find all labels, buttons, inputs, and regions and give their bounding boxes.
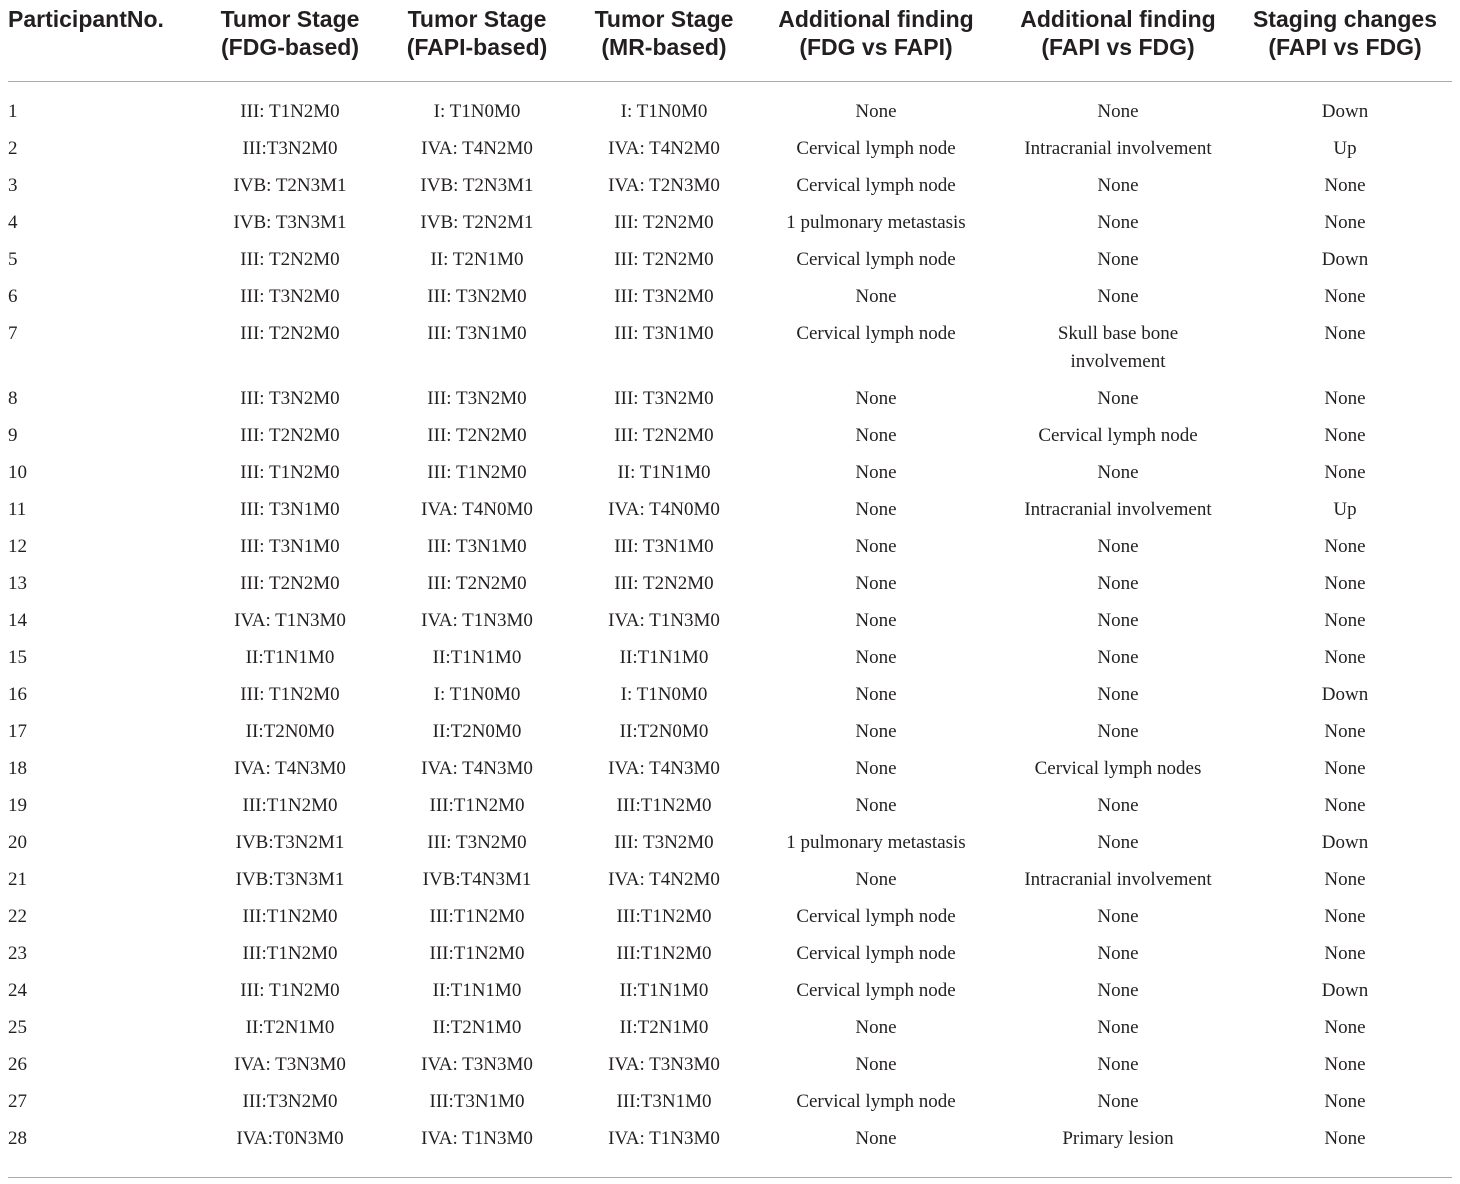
staging-change-cell: None (1324, 795, 1366, 816)
finding-fapi-vs-fdg-cell: None (1097, 610, 1139, 631)
fdg-stage-cell: III: T3N1M0 (240, 536, 340, 557)
staging-change-cell: None (1324, 610, 1366, 631)
finding-fdg-vs-fapi-cell: None (855, 388, 897, 409)
fdg-stage-cell: III: T2N2M0 (240, 425, 340, 446)
finding-fdg-vs-fapi-cell: Cervical lymph node (796, 249, 956, 270)
staging-change-cell: None (1324, 721, 1366, 742)
fdg-stage-cell: IVA:T0N3M0 (236, 1128, 344, 1149)
mr-stage-cell: III:T1N2M0 (616, 795, 712, 816)
staging-change-cell: None (1324, 1128, 1366, 1149)
staging-change-cell: Down (1321, 832, 1369, 853)
participant-number-cell: 25 (8, 1017, 27, 1038)
mr-stage-cell: III: T2N2M0 (614, 425, 714, 446)
table-row (8, 246, 1452, 283)
finding-fapi-vs-fdg-cell: None (1097, 980, 1139, 1001)
finding-fdg-vs-fapi-cell: None (855, 721, 897, 742)
finding-fdg-vs-fapi-cell: None (855, 647, 897, 668)
finding-fapi-vs-fdg-cell: None (1097, 1054, 1139, 1075)
fapi-stage-cell: III:T3N1M0 (429, 1091, 525, 1112)
mr-stage-cell: III: T3N1M0 (614, 536, 714, 557)
table-row (8, 792, 1452, 829)
staging-change-cell: None (1324, 286, 1366, 307)
finding-fapi-vs-fdg-cell: None (1097, 795, 1139, 816)
header-line-1: Tumor Stage (220, 6, 360, 32)
participant-number-cell: 8 (8, 388, 18, 409)
staging-change-cell: Down (1321, 101, 1369, 122)
header-additional-finding-fapi-vs-fdg (998, 0, 1238, 82)
table-row (8, 1125, 1452, 1178)
table-row (8, 644, 1452, 681)
finding-fdg-vs-fapi-cell: None (855, 286, 897, 307)
staging-change-cell: None (1324, 212, 1366, 233)
table-row (8, 866, 1452, 903)
participant-number-cell: 3 (8, 175, 18, 196)
participant-number-cell: 17 (8, 721, 27, 742)
participant-number-cell: 5 (8, 249, 18, 270)
table-row (8, 829, 1452, 866)
header-line-2: (FDG vs FAPI) (799, 34, 953, 60)
finding-fdg-vs-fapi-cell: None (855, 425, 897, 446)
fapi-stage-cell: II:T2N1M0 (432, 1017, 522, 1038)
mr-stage-cell: III: T2N2M0 (614, 249, 714, 270)
fapi-stage-cell: IVB:T4N3M1 (422, 869, 532, 890)
header-tumor-stage-fdg (200, 0, 380, 82)
finding-fdg-vs-fapi-cell: Cervical lymph node (796, 138, 956, 159)
mr-stage-cell: III: T2N2M0 (614, 573, 714, 594)
fapi-stage-cell: III: T3N2M0 (427, 388, 527, 409)
finding-fapi-vs-fdg-cell: Primary lesion (1062, 1128, 1174, 1149)
fapi-stage-cell: III:T1N2M0 (429, 906, 525, 927)
finding-fapi-vs-fdg-cell: None (1097, 101, 1139, 122)
finding-fdg-vs-fapi-cell: None (855, 1054, 897, 1075)
participant-number-cell: 20 (8, 832, 27, 853)
participant-number-cell: 19 (8, 795, 27, 816)
finding-fdg-vs-fapi-cell: None (855, 684, 897, 705)
staging-change-cell: None (1324, 388, 1366, 409)
finding-fdg-vs-fapi-cell: None (855, 758, 897, 779)
participant-number-cell: 22 (8, 906, 27, 927)
fdg-stage-cell: IVA: T3N3M0 (234, 1054, 346, 1075)
staging-change-cell: None (1324, 323, 1366, 344)
participant-number-cell: 2 (8, 138, 18, 159)
finding-fapi-vs-fdg-cell: Intracranial involvement (1024, 869, 1212, 890)
finding-fdg-vs-fapi-cell: None (855, 1128, 897, 1149)
fdg-stage-cell: III: T1N2M0 (240, 101, 340, 122)
mr-stage-cell: IVA: T4N0M0 (608, 499, 720, 520)
header-row (8, 0, 1452, 82)
mr-stage-cell: III:T1N2M0 (616, 943, 712, 964)
table-row (8, 607, 1452, 644)
table-row (8, 570, 1452, 607)
mr-stage-cell: IVA: T4N2M0 (608, 869, 720, 890)
finding-fapi-vs-fdg-cell: None (1097, 388, 1139, 409)
fdg-stage-cell: IVB: T2N3M1 (233, 175, 347, 196)
fapi-stage-cell: II:T1N1M0 (432, 647, 522, 668)
participant-number-cell: 28 (8, 1128, 27, 1149)
finding-fdg-vs-fapi-cell: 1 pulmonary metastasis (786, 212, 966, 233)
table-row (8, 135, 1452, 172)
staging-change-cell: None (1324, 425, 1366, 446)
participant-number-cell: 13 (8, 573, 27, 594)
finding-fdg-vs-fapi-cell: None (855, 573, 897, 594)
table-row (8, 82, 1452, 136)
staging-table-container (8, 0, 1452, 1178)
staging-change-cell: None (1324, 536, 1366, 557)
fdg-stage-cell: II:T2N0M0 (245, 721, 335, 742)
participant-number-cell: 9 (8, 425, 18, 446)
fdg-stage-cell: III: T1N2M0 (240, 684, 340, 705)
mr-stage-cell: II: T1N1M0 (617, 462, 711, 483)
fdg-stage-cell: IVB: T3N3M1 (233, 212, 347, 233)
finding-fapi-vs-fdg-cell: None (1097, 286, 1139, 307)
staging-change-cell: None (1324, 462, 1366, 483)
header-line-1: Tumor Stage (594, 6, 734, 32)
table-row (8, 422, 1452, 459)
participant-number-cell: 26 (8, 1054, 27, 1075)
header-line-2: (MR-based) (601, 34, 727, 60)
finding-fapi-vs-fdg-cell: None (1097, 721, 1139, 742)
header-participant-no (8, 0, 200, 82)
participant-number-cell: 6 (8, 286, 18, 307)
participant-number-cell: 21 (8, 869, 27, 890)
finding-fapi-vs-fdg-cell: None (1097, 1017, 1139, 1038)
fdg-stage-cell: III: T2N2M0 (240, 249, 340, 270)
participant-number-cell: 18 (8, 758, 27, 779)
finding-fdg-vs-fapi-cell: Cervical lymph node (796, 323, 956, 344)
table-row (8, 1051, 1452, 1088)
participant-number-cell: 23 (8, 943, 27, 964)
fdg-stage-cell: II:T2N1M0 (245, 1017, 335, 1038)
mr-stage-cell: III:T1N2M0 (616, 906, 712, 927)
staging-change-cell: Up (1333, 499, 1357, 520)
fdg-stage-cell: III: T1N2M0 (240, 462, 340, 483)
fapi-stage-cell: III: T3N2M0 (427, 286, 527, 307)
staging-change-cell: Up (1333, 138, 1357, 159)
table-row (8, 940, 1452, 977)
finding-fdg-vs-fapi-cell: None (855, 499, 897, 520)
header-line-1: Tumor Stage (407, 6, 547, 32)
table-row (8, 320, 1452, 385)
mr-stage-cell: IVA: T4N3M0 (608, 758, 720, 779)
finding-fapi-vs-fdg-cell: Skull base bone involvement (1057, 323, 1179, 372)
finding-fdg-vs-fapi-cell: None (855, 536, 897, 557)
staging-table (8, 0, 1452, 1178)
finding-fapi-vs-fdg-cell: None (1097, 1091, 1139, 1112)
finding-fdg-vs-fapi-cell: None (855, 1017, 897, 1038)
staging-change-cell: None (1324, 175, 1366, 196)
staging-change-cell: None (1324, 758, 1366, 779)
finding-fdg-vs-fapi-cell: Cervical lymph node (796, 943, 956, 964)
mr-stage-cell: II:T2N0M0 (619, 721, 709, 742)
finding-fapi-vs-fdg-cell: None (1097, 573, 1139, 594)
finding-fapi-vs-fdg-cell: None (1097, 684, 1139, 705)
table-row (8, 755, 1452, 792)
fapi-stage-cell: IVB: T2N2M1 (420, 212, 534, 233)
finding-fdg-vs-fapi-cell: 1 pulmonary metastasis (786, 832, 966, 853)
fapi-stage-cell: II:T2N0M0 (432, 721, 522, 742)
fdg-stage-cell: III:T1N2M0 (242, 943, 338, 964)
participant-number-cell: 24 (8, 980, 27, 1001)
fdg-stage-cell: III:T3N2M0 (242, 1091, 338, 1112)
mr-stage-cell: I: T1N0M0 (620, 101, 708, 122)
finding-fdg-vs-fapi-cell: Cervical lymph node (796, 1091, 956, 1112)
header-line-1: Additional finding (1020, 6, 1216, 32)
table-body (8, 82, 1452, 1178)
table-row (8, 1014, 1452, 1051)
fdg-stage-cell: III: T3N2M0 (240, 388, 340, 409)
table-row (8, 533, 1452, 570)
mr-stage-cell: III:T3N1M0 (616, 1091, 712, 1112)
fdg-stage-cell: III: T3N1M0 (240, 499, 340, 520)
mr-stage-cell: III: T3N2M0 (614, 832, 714, 853)
finding-fapi-vs-fdg-cell: None (1097, 249, 1139, 270)
participant-number-cell: 11 (8, 499, 27, 520)
fdg-stage-cell: III: T1N2M0 (240, 980, 340, 1001)
mr-stage-cell: I: T1N0M0 (620, 684, 708, 705)
finding-fdg-vs-fapi-cell: Cervical lymph node (796, 906, 956, 927)
header-tumor-stage-fapi (380, 0, 574, 82)
table-row (8, 496, 1452, 533)
header-line-1: ParticipantNo. (8, 6, 164, 32)
mr-stage-cell: II:T2N1M0 (619, 1017, 709, 1038)
fapi-stage-cell: IVA: T4N0M0 (421, 499, 533, 520)
mr-stage-cell: III: T2N2M0 (614, 212, 714, 233)
header-tumor-stage-mr (574, 0, 754, 82)
header-line-2: (FAPI vs FDG) (1268, 34, 1422, 60)
finding-fdg-vs-fapi-cell: None (855, 101, 897, 122)
participant-number-cell: 16 (8, 684, 27, 705)
fdg-stage-cell: IVB:T3N2M1 (235, 832, 345, 853)
table-row (8, 459, 1452, 496)
mr-stage-cell: III: T3N1M0 (614, 323, 714, 344)
participant-number-cell: 27 (8, 1091, 27, 1112)
table-row (8, 1088, 1452, 1125)
finding-fapi-vs-fdg-cell: Cervical lymph node (1038, 425, 1198, 446)
fdg-stage-cell: IVB:T3N3M1 (235, 869, 345, 890)
fdg-stage-cell: III:T1N2M0 (242, 906, 338, 927)
header-line-2: (FAPI-based) (406, 34, 548, 60)
finding-fapi-vs-fdg-cell: None (1097, 212, 1139, 233)
table-row (8, 718, 1452, 755)
table-row (8, 209, 1452, 246)
staging-change-cell: None (1324, 943, 1366, 964)
finding-fapi-vs-fdg-cell: None (1097, 943, 1139, 964)
staging-change-cell: Down (1321, 249, 1369, 270)
finding-fdg-vs-fapi-cell: None (855, 462, 897, 483)
finding-fdg-vs-fapi-cell: Cervical lymph node (796, 175, 956, 196)
fapi-stage-cell: IVA: T4N2M0 (421, 138, 533, 159)
fapi-stage-cell: III: T2N2M0 (427, 573, 527, 594)
fapi-stage-cell: III: T3N1M0 (427, 323, 527, 344)
table-row (8, 977, 1452, 1014)
fdg-stage-cell: IVA: T1N3M0 (234, 610, 346, 631)
finding-fdg-vs-fapi-cell: None (855, 610, 897, 631)
fdg-stage-cell: IVA: T4N3M0 (234, 758, 346, 779)
table-row (8, 172, 1452, 209)
finding-fdg-vs-fapi-cell: None (855, 795, 897, 816)
mr-stage-cell: IVA: T4N2M0 (608, 138, 720, 159)
mr-stage-cell: III: T3N2M0 (614, 388, 714, 409)
fapi-stage-cell: IVA: T4N3M0 (421, 758, 533, 779)
mr-stage-cell: IVA: T2N3M0 (608, 175, 720, 196)
fapi-stage-cell: II:T1N1M0 (432, 980, 522, 1001)
finding-fdg-vs-fapi-cell: Cervical lymph node (796, 980, 956, 1001)
fapi-stage-cell: III: T3N1M0 (427, 536, 527, 557)
fapi-stage-cell: I: T1N0M0 (433, 101, 521, 122)
fapi-stage-cell: III:T1N2M0 (429, 795, 525, 816)
finding-fdg-vs-fapi-cell: None (855, 869, 897, 890)
header-staging-changes (1238, 0, 1452, 82)
staging-change-cell: None (1324, 1054, 1366, 1075)
header-line-1: Staging changes (1252, 6, 1438, 32)
header-line-2: (FAPI vs FDG) (1041, 34, 1195, 60)
fdg-stage-cell: III: T2N2M0 (240, 573, 340, 594)
mr-stage-cell: II:T1N1M0 (619, 647, 709, 668)
finding-fapi-vs-fdg-cell: Intracranial involvement (1024, 138, 1212, 159)
finding-fapi-vs-fdg-cell: None (1097, 462, 1139, 483)
fapi-stage-cell: IVB: T2N3M1 (420, 175, 534, 196)
table-row (8, 283, 1452, 320)
fdg-stage-cell: III: T2N2M0 (240, 323, 340, 344)
header-line-2: (FDG-based) (221, 34, 359, 60)
table-header (8, 0, 1452, 82)
finding-fapi-vs-fdg-cell: None (1097, 536, 1139, 557)
finding-fapi-vs-fdg-cell: None (1097, 832, 1139, 853)
participant-number-cell: 10 (8, 462, 27, 483)
participant-number-cell: 12 (8, 536, 27, 557)
fdg-stage-cell: III:T3N2M0 (242, 138, 338, 159)
table-row (8, 385, 1452, 422)
fapi-stage-cell: III:T1N2M0 (429, 943, 525, 964)
fapi-stage-cell: III: T1N2M0 (427, 462, 527, 483)
staging-change-cell: None (1324, 573, 1366, 594)
mr-stage-cell: IVA: T1N3M0 (608, 610, 720, 631)
staging-change-cell: Down (1321, 684, 1369, 705)
finding-fapi-vs-fdg-cell: None (1097, 175, 1139, 196)
header-additional-finding-fdg-vs-fapi (754, 0, 998, 82)
table-row (8, 903, 1452, 940)
participant-number-cell: 14 (8, 610, 27, 631)
participant-number-cell: 7 (8, 323, 18, 344)
fdg-stage-cell: III: T3N2M0 (240, 286, 340, 307)
staging-change-cell: None (1324, 906, 1366, 927)
fapi-stage-cell: IVA: T1N3M0 (421, 610, 533, 631)
staging-change-cell: None (1324, 869, 1366, 890)
staging-change-cell: None (1324, 1091, 1366, 1112)
table-row (8, 681, 1452, 718)
mr-stage-cell: IVA: T3N3M0 (608, 1054, 720, 1075)
finding-fapi-vs-fdg-cell: None (1097, 906, 1139, 927)
fapi-stage-cell: II: T2N1M0 (430, 249, 524, 270)
mr-stage-cell: III: T3N2M0 (614, 286, 714, 307)
finding-fapi-vs-fdg-cell: Intracranial involvement (1024, 499, 1212, 520)
staging-change-cell: Down (1321, 980, 1369, 1001)
mr-stage-cell: IVA: T1N3M0 (608, 1128, 720, 1149)
staging-change-cell: None (1324, 1017, 1366, 1038)
fdg-stage-cell: II:T1N1M0 (245, 647, 335, 668)
participant-number-cell: 15 (8, 647, 27, 668)
fapi-stage-cell: IVA: T3N3M0 (421, 1054, 533, 1075)
header-line-1: Additional finding (778, 6, 974, 32)
staging-change-cell: None (1324, 647, 1366, 668)
mr-stage-cell: II:T1N1M0 (619, 980, 709, 1001)
fdg-stage-cell: III:T1N2M0 (242, 795, 338, 816)
participant-number-cell: 4 (8, 212, 18, 233)
fapi-stage-cell: IVA: T1N3M0 (421, 1128, 533, 1149)
fapi-stage-cell: III: T3N2M0 (427, 832, 527, 853)
fapi-stage-cell: I: T1N0M0 (433, 684, 521, 705)
finding-fapi-vs-fdg-cell: None (1097, 647, 1139, 668)
fapi-stage-cell: III: T2N2M0 (427, 425, 527, 446)
participant-number-cell: 1 (8, 101, 18, 122)
finding-fapi-vs-fdg-cell: Cervical lymph nodes (1034, 758, 1202, 779)
